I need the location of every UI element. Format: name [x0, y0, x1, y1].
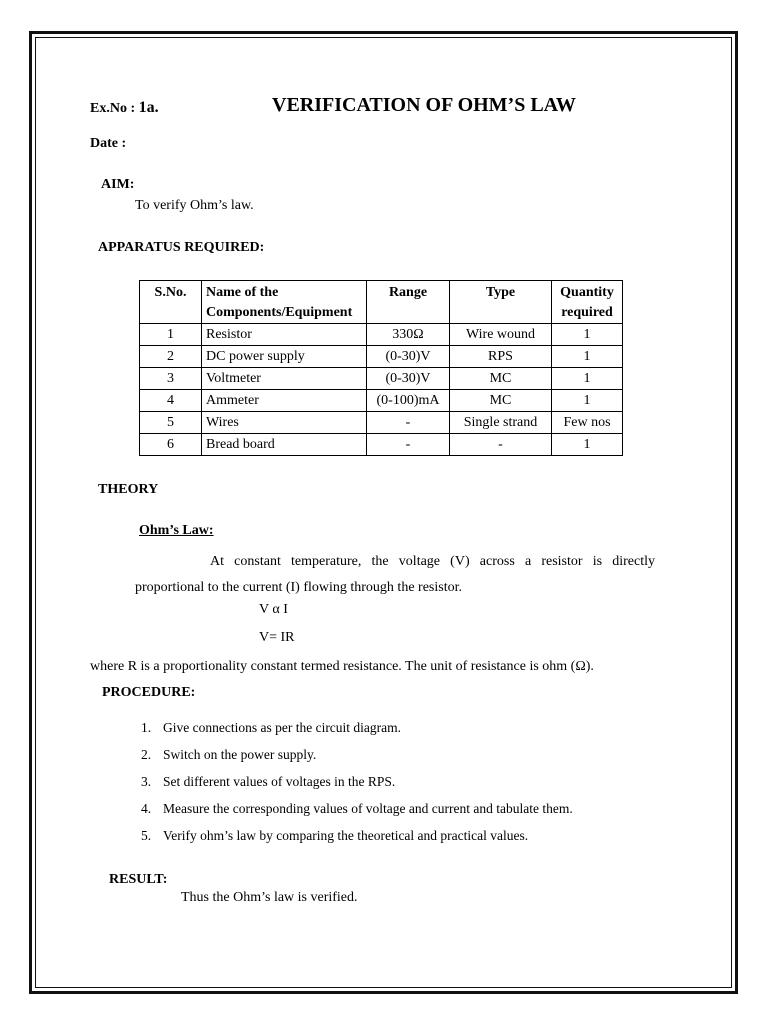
table-row [140, 368, 623, 390]
cell-name: Wires [202, 412, 367, 434]
aim-heading: AIM: [101, 177, 135, 192]
page-title: VERIFICATION OF OHM’S LAW [272, 94, 576, 116]
result-text: Thus the Ohm’s law is verified. [181, 890, 358, 905]
cell-quantity: Few nos [552, 412, 623, 434]
theory-paragraph: At constant temperature, the voltage (V) across a resistor is directly proportional to the current (I) flowing through the resistor. [135, 554, 655, 595]
cell-sno: 3 [140, 368, 202, 390]
list-item [141, 745, 573, 772]
cell-range: (0-30)V [367, 368, 450, 390]
aim-text: To verify Ohm’s law. [135, 198, 254, 213]
list-item [141, 718, 573, 745]
cell-sno: 6 [140, 434, 202, 456]
column-header-sno: S.No. [140, 281, 202, 324]
column-header-quantity: Quantity required [552, 281, 623, 324]
ohms-law-subheading: Ohm’s Law: [139, 523, 214, 538]
cell-quantity: 1 [552, 390, 623, 412]
cell-sno: 2 [140, 346, 202, 368]
resistance-definition: where R is a proportionality constant termed resistance. The unit of resistance is ohm (Ω). [90, 659, 594, 674]
cell-type: Wire wound [450, 324, 552, 346]
table-header-row [140, 281, 623, 324]
cell-type: - [450, 434, 552, 456]
cell-name: Ammeter [202, 390, 367, 412]
cell-quantity: 1 [552, 434, 623, 456]
cell-sno: 1 [140, 324, 202, 346]
result-heading: RESULT: [109, 872, 168, 887]
table-row [140, 324, 623, 346]
cell-name: Voltmeter [202, 368, 367, 390]
cell-type: MC [450, 368, 552, 390]
table-row [140, 434, 623, 456]
table-row [140, 412, 623, 434]
list-item [141, 799, 573, 826]
cell-range: - [367, 412, 450, 434]
cell-range: 330Ω [367, 324, 450, 346]
cell-name: DC power supply [202, 346, 367, 368]
cell-range: - [367, 434, 450, 456]
exno-label: Ex.No : [90, 101, 136, 116]
cell-type: Single strand [450, 412, 552, 434]
step-text: Measure the corresponding values of voltage and current and tabulate them. [163, 801, 573, 816]
cell-sno: 5 [140, 412, 202, 434]
column-header-name: Name of the Components/Equipment [202, 281, 367, 324]
list-item [141, 772, 573, 799]
step-text: Set different values of voltages in the RPS. [163, 774, 396, 789]
cell-range: (0-100)mA [367, 390, 450, 412]
cell-name: Bread board [202, 434, 367, 456]
exno-value: 1a. [138, 99, 159, 116]
step-text: Switch on the power supply. [163, 747, 317, 762]
apparatus-table [139, 280, 623, 456]
formula-ohms-law: V= IR [259, 630, 295, 645]
cell-quantity: 1 [552, 368, 623, 390]
cell-quantity: 1 [552, 346, 623, 368]
experiment-number [90, 99, 159, 117]
theory-heading: THEORY [98, 482, 159, 497]
cell-range: (0-30)V [367, 346, 450, 368]
apparatus-heading: APPARATUS REQUIRED: [98, 240, 265, 255]
step-text: Verify ohm’s law by comparing the theoretical and practical values. [163, 828, 529, 843]
cell-type: RPS [450, 346, 552, 368]
cell-type: MC [450, 390, 552, 412]
table-row [140, 390, 623, 412]
date-label: Date : [90, 136, 127, 151]
table-row [140, 346, 623, 368]
procedure-steps [135, 718, 573, 853]
column-header-type: Type [450, 281, 552, 324]
step-text: Give connections as per the circuit diagram. [163, 720, 402, 735]
step-number: 2. [141, 747, 152, 762]
step-number: 4. [141, 801, 152, 816]
procedure-heading: PROCEDURE: [102, 685, 196, 700]
step-number: 1. [141, 720, 152, 735]
column-header-range: Range [367, 281, 450, 324]
list-item [141, 826, 573, 853]
cell-quantity: 1 [552, 324, 623, 346]
formula-proportional: V α I [259, 602, 288, 617]
step-number: 3. [141, 774, 152, 789]
cell-sno: 4 [140, 390, 202, 412]
step-number: 5. [141, 828, 152, 843]
cell-name: Resistor [202, 324, 367, 346]
